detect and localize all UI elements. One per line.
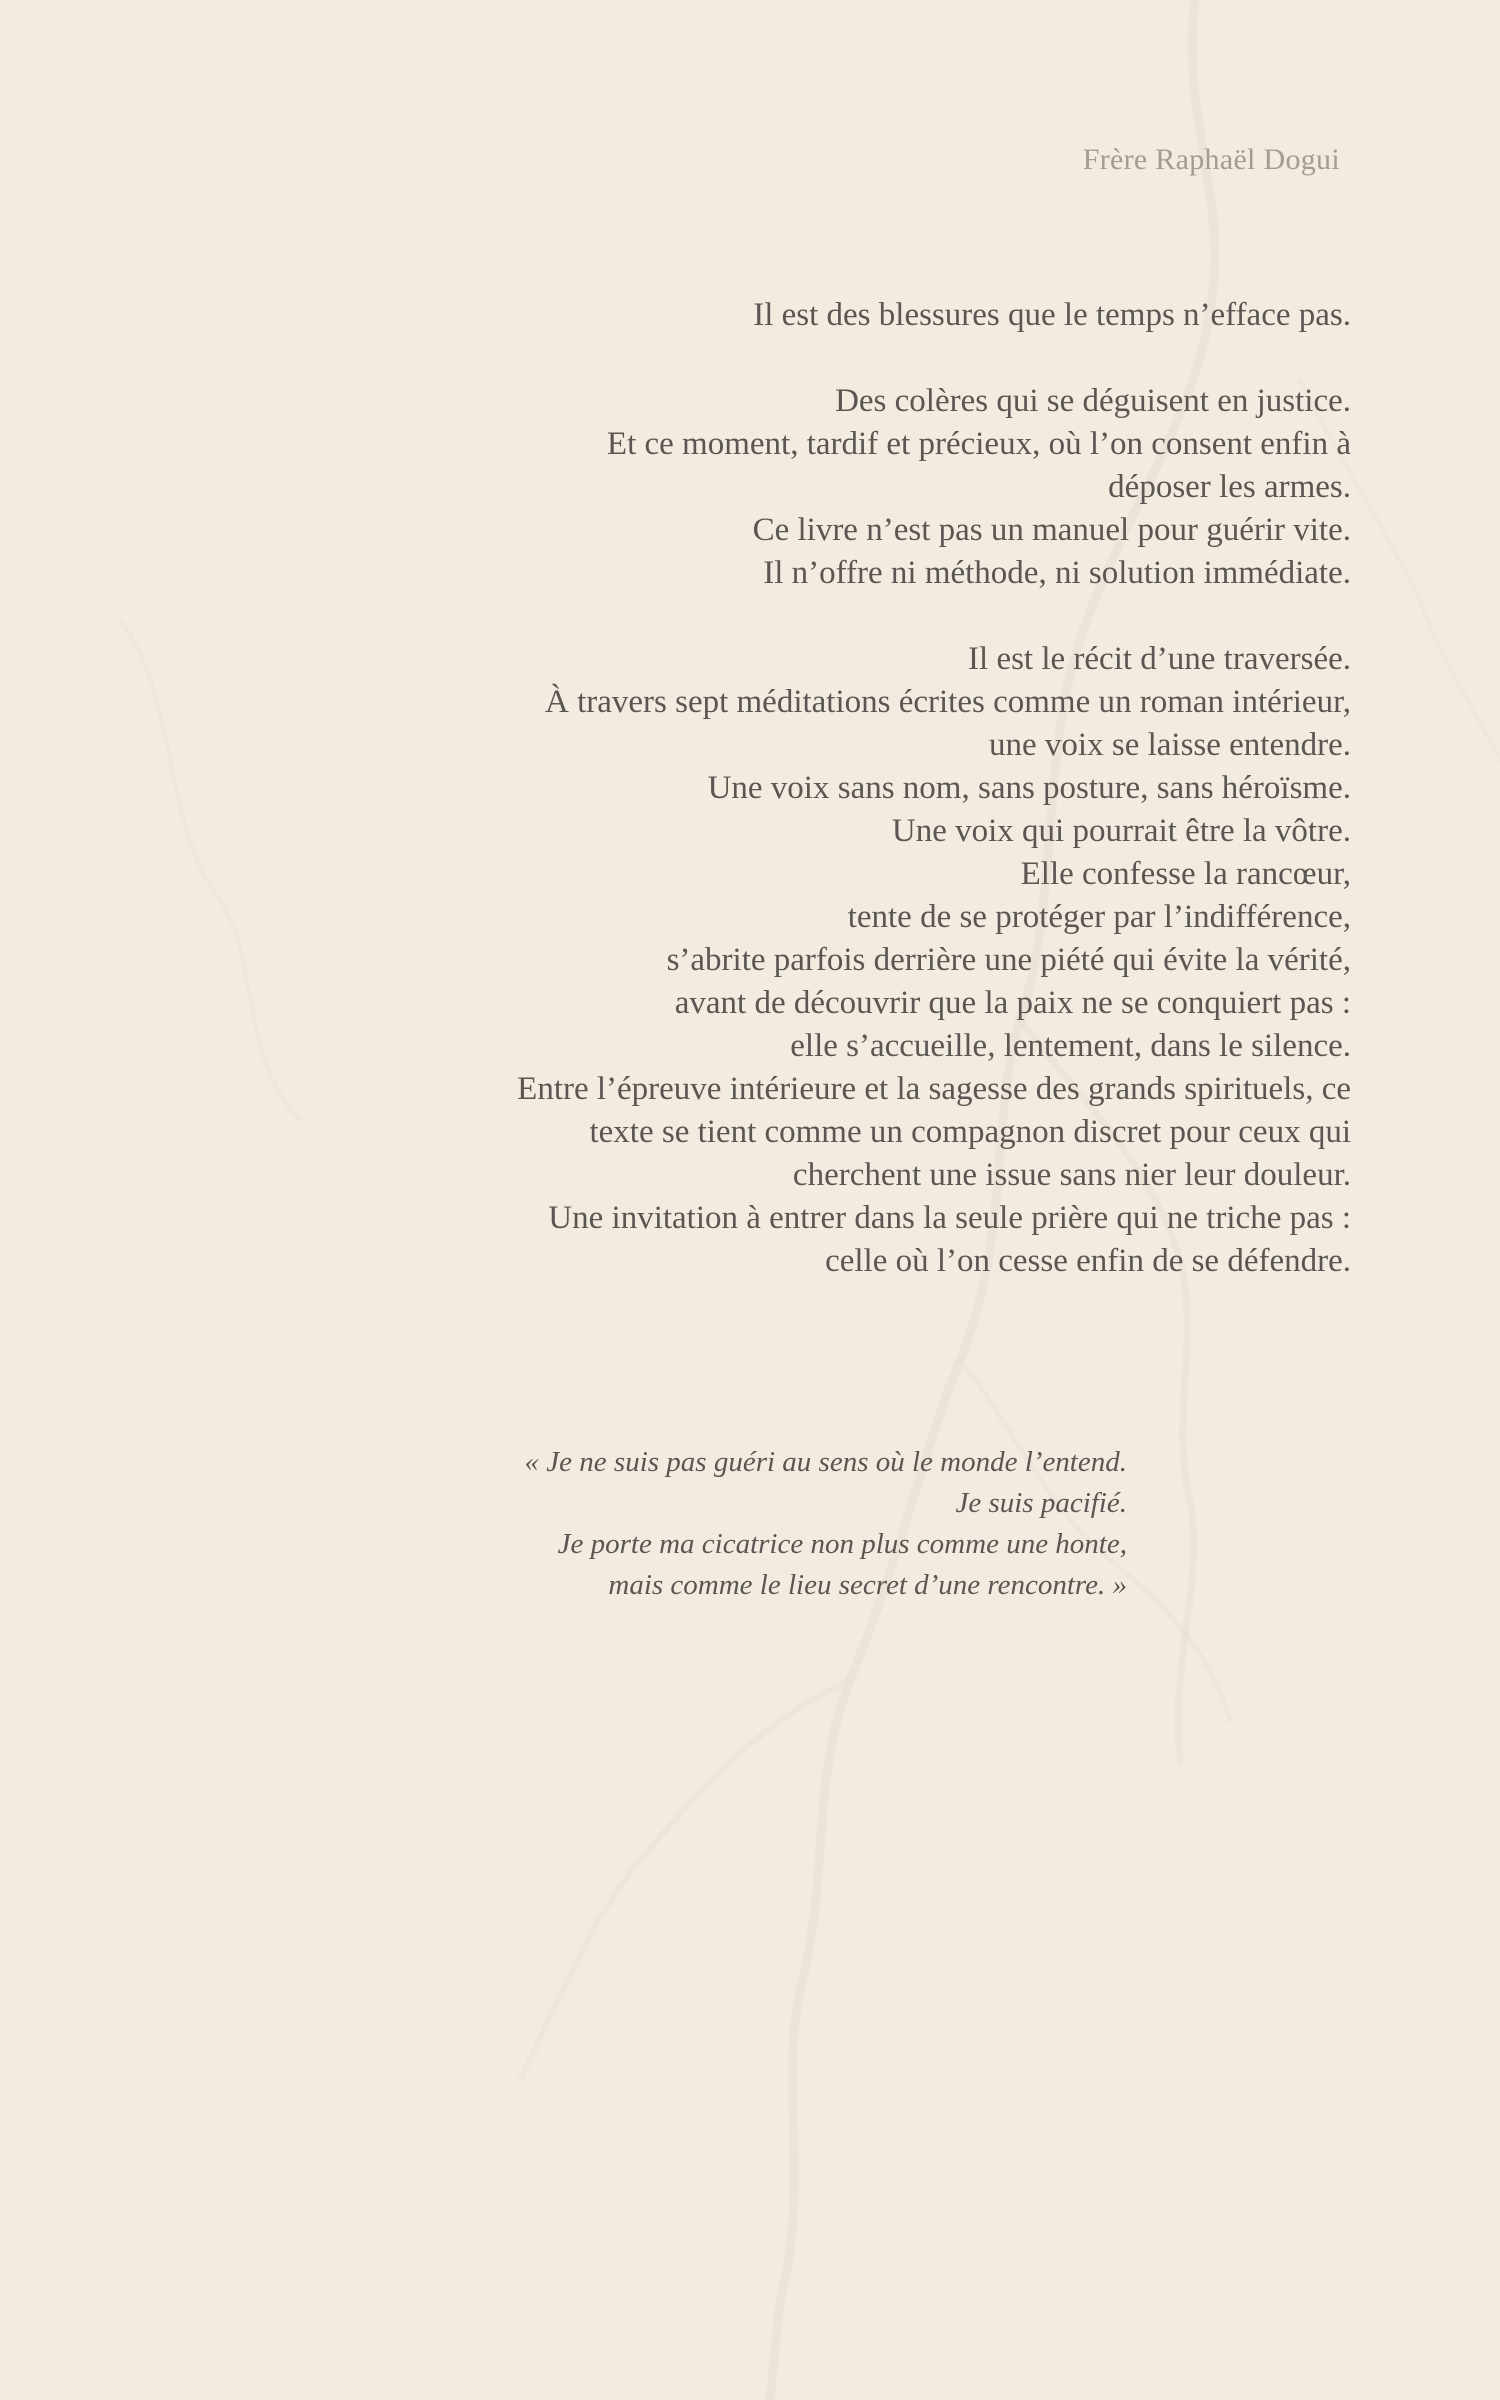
blurb-line: À travers sept méditations écrites comme un roman intérieur, bbox=[544, 684, 1351, 720]
paragraph-gap bbox=[351, 337, 1351, 380]
blurb-line: une voix se laisse entendre. bbox=[989, 727, 1351, 763]
blurb-line: Des colères qui se déguisent en justice. bbox=[835, 383, 1351, 419]
author-name: Frère Raphaël Dogui bbox=[1082, 143, 1340, 176]
blurb-line: Ce livre n’est pas un manuel pour guérir vite. bbox=[752, 512, 1351, 548]
blurb-line: Une invitation à entrer dans la seule prière qui ne triche pas : bbox=[548, 1200, 1351, 1236]
blurb-line: Entre l’épreuve intérieure et la sagesse des grands spirituels, ce bbox=[517, 1071, 1351, 1107]
blurb-line: texte se tient comme un compagnon discret pour ceux qui bbox=[589, 1114, 1351, 1150]
quote-line: Je porte ma cicatrice non plus comme une honte, bbox=[557, 1528, 1127, 1560]
quote-line: mais comme le lieu secret d’une rencontre. » bbox=[608, 1569, 1127, 1601]
blurb-line: Et ce moment, tardif et précieux, où l’on consent enfin à bbox=[606, 426, 1351, 462]
blurb-line: elle s’accueille, lentement, dans le silence. bbox=[790, 1028, 1351, 1064]
blurb-line: tente de se protéger par l’indifférence, bbox=[847, 899, 1351, 935]
crack-line-faint bbox=[120, 620, 300, 1120]
blurb-line: Il est des blessures que le temps n’efface pas. bbox=[753, 297, 1351, 333]
blurb-line: Il n’offre ni méthode, ni solution immédiate. bbox=[763, 555, 1351, 591]
blurb-line: cherchent une issue sans nier leur douleur. bbox=[792, 1157, 1351, 1193]
paragraph-gap bbox=[351, 595, 1351, 638]
blurb-line: avant de découvrir que la paix ne se conquiert pas : bbox=[674, 985, 1351, 1021]
blurb-line: Une voix qui pourrait être la vôtre. bbox=[891, 813, 1351, 849]
blurb-line: celle où l’on cesse enfin de se défendre. bbox=[825, 1243, 1351, 1279]
blurb-line: Une voix sans nom, sans posture, sans héroïsme. bbox=[707, 770, 1351, 806]
blurb-line: déposer les armes. bbox=[1108, 469, 1351, 505]
quote-line: « Je ne suis pas guéri au sens où le monde l’entend. bbox=[524, 1446, 1127, 1478]
back-cover-blurb bbox=[351, 294, 1351, 1283]
blurb-line: Elle confesse la rancœur, bbox=[1020, 856, 1351, 892]
quote-line: Je suis pacifié. bbox=[955, 1487, 1127, 1519]
blurb-line: s’abrite parfois derrière une piété qui évite la vérité, bbox=[666, 942, 1351, 978]
closing-quote bbox=[227, 1442, 1127, 1606]
crack-line-branch-left bbox=[520, 1680, 850, 2080]
blurb-line: Il est le récit d’une traversée. bbox=[968, 641, 1351, 677]
